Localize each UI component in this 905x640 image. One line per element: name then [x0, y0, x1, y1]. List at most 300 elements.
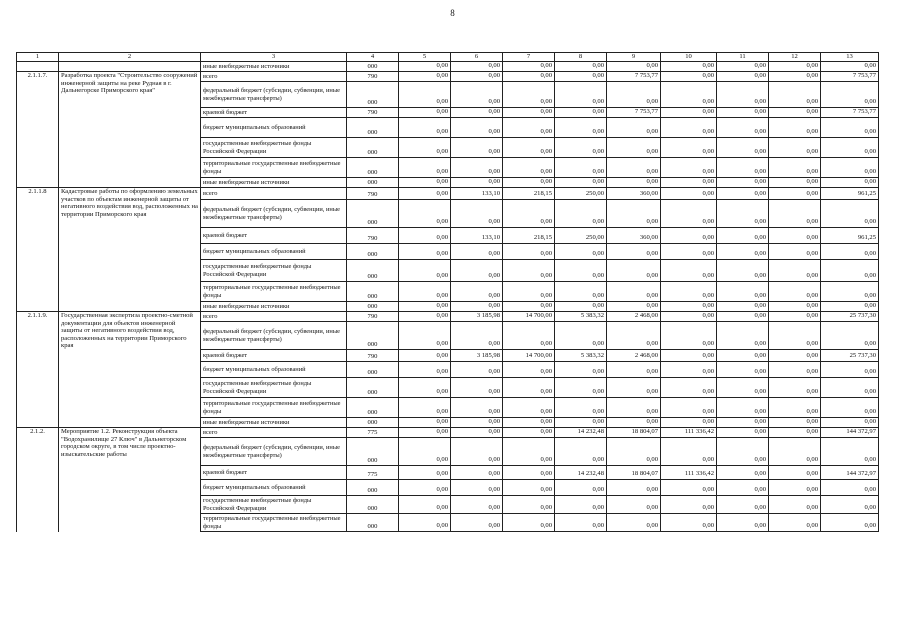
amount-cell: 0,00 [451, 138, 503, 158]
amount-cell: 0,00 [503, 378, 555, 398]
amount-cell: 3 185,98 [451, 312, 503, 322]
amount-cell: 14 232,48 [555, 466, 607, 480]
funding-source: федеральный бюджет (субсидии, субвенции, иные межбюджетные трансферты) [201, 322, 347, 350]
funding-source: государственные внебюджетные фонды Российской Федерации [201, 378, 347, 398]
funding-source: бюджет муниципальных образований [201, 118, 347, 138]
column-header: 6 [451, 53, 503, 62]
amount-cell: 0,00 [769, 398, 821, 418]
amount-cell: 0,00 [717, 350, 769, 362]
amount-cell: 0,00 [451, 118, 503, 138]
amount-cell: 0,00 [607, 244, 661, 260]
budget-code: 000 [347, 514, 399, 532]
funding-source: государственные внебюджетные фонды Российской Федерации [201, 260, 347, 282]
item-name: Разработка проекта "Строительство сооружений инженерной защиты на реке Рудная в г. Дальнегорске Приморского края" [59, 72, 201, 188]
amount-cell: 0,00 [717, 260, 769, 282]
amount-cell: 0,00 [451, 480, 503, 496]
amount-cell: 25 737,30 [821, 350, 879, 362]
funding-source: всего [201, 72, 347, 82]
amount-cell: 0,00 [769, 438, 821, 466]
amount-cell: 0,00 [661, 108, 717, 118]
amount-cell: 0,00 [451, 378, 503, 398]
amount-cell: 0,00 [503, 418, 555, 428]
amount-cell: 0,00 [503, 244, 555, 260]
column-header: 3 [201, 53, 347, 62]
amount-cell: 0,00 [769, 244, 821, 260]
amount-cell: 0,00 [555, 178, 607, 188]
amount-cell: 0,00 [821, 362, 879, 378]
amount-cell: 0,00 [661, 138, 717, 158]
table-row [17, 312, 879, 322]
amount-cell: 0,00 [661, 158, 717, 178]
amount-cell: 0,00 [555, 282, 607, 302]
amount-cell: 0,00 [399, 260, 451, 282]
amount-cell: 0,00 [661, 480, 717, 496]
amount-cell: 0,00 [607, 438, 661, 466]
amount-cell: 0,00 [821, 514, 879, 532]
amount-cell: 2 468,00 [607, 312, 661, 322]
amount-cell: 0,00 [661, 312, 717, 322]
amount-cell: 0,00 [821, 62, 879, 72]
amount-cell: 0,00 [503, 466, 555, 480]
amount-cell: 0,00 [555, 322, 607, 350]
amount-cell: 0,00 [555, 62, 607, 72]
amount-cell: 133,10 [451, 228, 503, 244]
budget-code: 000 [347, 322, 399, 350]
budget-code: 790 [347, 228, 399, 244]
amount-cell: 0,00 [769, 200, 821, 228]
amount-cell: 0,00 [607, 260, 661, 282]
amount-cell: 0,00 [451, 514, 503, 532]
amount-cell: 0,00 [717, 138, 769, 158]
amount-cell: 0,00 [399, 82, 451, 108]
amount-cell: 0,00 [555, 200, 607, 228]
amount-cell: 0,00 [717, 312, 769, 322]
budget-code: 000 [347, 200, 399, 228]
amount-cell: 0,00 [769, 418, 821, 428]
amount-cell: 0,00 [769, 62, 821, 72]
amount-cell: 0,00 [717, 480, 769, 496]
amount-cell: 0,00 [399, 302, 451, 312]
amount-cell: 0,00 [451, 322, 503, 350]
amount-cell: 0,00 [399, 378, 451, 398]
amount-cell: 0,00 [821, 200, 879, 228]
amount-cell: 0,00 [399, 322, 451, 350]
amount-cell: 0,00 [821, 418, 879, 428]
amount-cell: 0,00 [821, 260, 879, 282]
funding-source: краевой бюджет [201, 350, 347, 362]
amount-cell: 5 383,32 [555, 312, 607, 322]
amount-cell: 0,00 [451, 108, 503, 118]
budget-code: 000 [347, 438, 399, 466]
amount-cell: 14 232,48 [555, 428, 607, 438]
column-header: 4 [347, 53, 399, 62]
amount-cell: 0,00 [607, 178, 661, 188]
amount-cell: 0,00 [717, 398, 769, 418]
amount-cell: 0,00 [503, 362, 555, 378]
amount-cell: 0,00 [451, 362, 503, 378]
amount-cell: 0,00 [607, 362, 661, 378]
amount-cell: 7 753,77 [607, 108, 661, 118]
amount-cell: 0,00 [451, 418, 503, 428]
funding-source: территориальные государственные внебюджетные фонды [201, 158, 347, 178]
amount-cell: 0,00 [717, 496, 769, 514]
amount-cell: 0,00 [821, 302, 879, 312]
amount-cell: 0,00 [661, 418, 717, 428]
amount-cell: 0,00 [399, 398, 451, 418]
item-name: Кадастровые работы по оформлению земельных участков по объектам инженерной защиты от негативного воздействия вод, расположенных на территории Приморского края [59, 188, 201, 312]
funding-source: федеральный бюджет (субсидии, субвенции, иные межбюджетные трансферты) [201, 438, 347, 466]
amount-cell: 0,00 [503, 514, 555, 532]
amount-cell: 0,00 [607, 62, 661, 72]
amount-cell: 0,00 [607, 322, 661, 350]
amount-cell: 0,00 [661, 118, 717, 138]
page-number: 8 [450, 8, 455, 18]
amount-cell: 0,00 [503, 200, 555, 228]
amount-cell: 0,00 [399, 514, 451, 532]
table-row [17, 188, 879, 200]
funding-source: территориальные государственные внебюджетные фонды [201, 282, 347, 302]
amount-cell: 0,00 [555, 302, 607, 312]
amount-cell: 0,00 [821, 322, 879, 350]
amount-cell: 0,00 [661, 244, 717, 260]
amount-cell: 0,00 [821, 178, 879, 188]
amount-cell: 0,00 [769, 72, 821, 82]
amount-cell: 0,00 [607, 118, 661, 138]
funding-source: краевой бюджет [201, 466, 347, 480]
amount-cell: 0,00 [399, 312, 451, 322]
amount-cell: 0,00 [717, 514, 769, 532]
amount-cell: 0,00 [769, 428, 821, 438]
amount-cell: 0,00 [717, 244, 769, 260]
budget-code: 000 [347, 418, 399, 428]
amount-cell: 250,00 [555, 188, 607, 200]
amount-cell: 0,00 [717, 378, 769, 398]
column-header: 9 [607, 53, 661, 62]
amount-cell: 0,00 [821, 118, 879, 138]
amount-cell: 0,00 [399, 480, 451, 496]
amount-cell: 0,00 [451, 178, 503, 188]
amount-cell: 0,00 [661, 82, 717, 108]
budget-code: 000 [347, 282, 399, 302]
amount-cell: 0,00 [607, 158, 661, 178]
amount-cell: 360,00 [607, 188, 661, 200]
amount-cell: 0,00 [821, 138, 879, 158]
amount-cell: 3 185,98 [451, 350, 503, 362]
amount-cell: 0,00 [821, 158, 879, 178]
column-header: 5 [399, 53, 451, 62]
budget-code: 000 [347, 362, 399, 378]
amount-cell: 0,00 [399, 466, 451, 480]
amount-cell: 0,00 [451, 428, 503, 438]
item-number: 2.1.1.7. [17, 72, 59, 188]
amount-cell: 0,00 [555, 398, 607, 418]
amount-cell: 0,00 [769, 312, 821, 322]
amount-cell: 7 753,77 [821, 72, 879, 82]
amount-cell: 111 336,42 [661, 428, 717, 438]
table-row [17, 62, 879, 72]
amount-cell: 360,00 [607, 228, 661, 244]
budget-code: 000 [347, 260, 399, 282]
column-header: 8 [555, 53, 607, 62]
amount-cell: 0,00 [451, 72, 503, 82]
budget-code: 000 [347, 62, 399, 72]
amount-cell: 0,00 [399, 244, 451, 260]
amount-cell: 0,00 [717, 108, 769, 118]
amount-cell: 0,00 [503, 178, 555, 188]
amount-cell: 0,00 [503, 322, 555, 350]
amount-cell: 0,00 [821, 480, 879, 496]
amount-cell: 0,00 [451, 158, 503, 178]
amount-cell: 0,00 [717, 418, 769, 428]
item-name: Мероприятие 1.2. Реконструкция объекта "Водохранилище 27 Ключ" в Дальнегорском городском округе, в том числе проектно-изыскательские работы [59, 428, 201, 532]
amount-cell: 0,00 [607, 138, 661, 158]
amount-cell: 0,00 [661, 438, 717, 466]
amount-cell: 0,00 [717, 72, 769, 82]
amount-cell: 0,00 [399, 362, 451, 378]
amount-cell: 0,00 [717, 178, 769, 188]
amount-cell: 0,00 [503, 108, 555, 118]
amount-cell: 0,00 [661, 200, 717, 228]
amount-cell: 0,00 [607, 480, 661, 496]
amount-cell: 0,00 [717, 322, 769, 350]
amount-cell: 0,00 [821, 496, 879, 514]
amount-cell: 250,00 [555, 228, 607, 244]
budget-code: 000 [347, 82, 399, 108]
amount-cell: 0,00 [717, 466, 769, 480]
amount-cell: 0,00 [769, 466, 821, 480]
amount-cell: 0,00 [607, 282, 661, 302]
amount-cell: 18 804,07 [607, 428, 661, 438]
amount-cell: 144 372,97 [821, 466, 879, 480]
amount-cell: 0,00 [555, 514, 607, 532]
amount-cell: 0,00 [399, 438, 451, 466]
funding-source: иные внебюджетные источники [201, 302, 347, 312]
amount-cell: 0,00 [661, 350, 717, 362]
amount-cell: 0,00 [821, 282, 879, 302]
amount-cell: 0,00 [769, 514, 821, 532]
budget-code: 775 [347, 466, 399, 480]
amount-cell: 18 804,07 [607, 466, 661, 480]
item-number: 2.1.2. [17, 428, 59, 532]
funding-source: иные внебюджетные источники [201, 62, 347, 72]
amount-cell: 0,00 [399, 138, 451, 158]
amount-cell: 0,00 [769, 362, 821, 378]
funding-source: федеральный бюджет (субсидии, субвенции, иные межбюджетные трансферты) [201, 200, 347, 228]
amount-cell: 0,00 [717, 188, 769, 200]
funding-source: территориальные государственные внебюджетные фонды [201, 514, 347, 532]
amount-cell: 0,00 [399, 350, 451, 362]
budget-code: 000 [347, 378, 399, 398]
amount-cell: 0,00 [769, 178, 821, 188]
funding-source: иные внебюджетные источники [201, 178, 347, 188]
amount-cell: 0,00 [451, 466, 503, 480]
amount-cell: 0,00 [661, 282, 717, 302]
funding-source: бюджет муниципальных образований [201, 362, 347, 378]
table-row [17, 72, 879, 82]
budget-code: 000 [347, 480, 399, 496]
amount-cell: 0,00 [769, 108, 821, 118]
amount-cell: 0,00 [503, 158, 555, 178]
funding-source: государственные внебюджетные фонды Российской Федерации [201, 496, 347, 514]
amount-cell: 7 753,77 [821, 108, 879, 118]
amount-cell: 0,00 [769, 138, 821, 158]
amount-cell: 0,00 [769, 480, 821, 496]
item-number: 2.1.1.8 [17, 188, 59, 312]
amount-cell: 0,00 [503, 438, 555, 466]
amount-cell: 0,00 [717, 118, 769, 138]
budget-table [16, 52, 879, 532]
amount-cell: 0,00 [503, 118, 555, 138]
funding-source: бюджет муниципальных образований [201, 480, 347, 496]
amount-cell: 0,00 [769, 188, 821, 200]
amount-cell: 0,00 [399, 418, 451, 428]
funding-source: бюджет муниципальных образований [201, 244, 347, 260]
budget-code: 790 [347, 188, 399, 200]
amount-cell: 0,00 [399, 496, 451, 514]
amount-cell: 0,00 [399, 72, 451, 82]
column-header: 1 [17, 53, 59, 62]
budget-code: 790 [347, 72, 399, 82]
amount-cell: 0,00 [821, 244, 879, 260]
amount-cell: 111 336,42 [661, 466, 717, 480]
amount-cell: 0,00 [769, 260, 821, 282]
amount-cell: 0,00 [821, 378, 879, 398]
amount-cell: 0,00 [399, 282, 451, 302]
funding-source: территориальные государственные внебюджетные фонды [201, 398, 347, 418]
amount-cell: 7 753,77 [607, 72, 661, 82]
amount-cell: 0,00 [399, 200, 451, 228]
amount-cell: 0,00 [451, 302, 503, 312]
amount-cell: 0,00 [769, 350, 821, 362]
amount-cell: 0,00 [661, 398, 717, 418]
funding-source: всего [201, 188, 347, 200]
funding-source: федеральный бюджет (субсидии, субвенции, иные межбюджетные трансферты) [201, 82, 347, 108]
amount-cell: 0,00 [555, 244, 607, 260]
amount-cell: 0,00 [717, 82, 769, 108]
amount-cell: 0,00 [661, 362, 717, 378]
amount-cell: 0,00 [661, 378, 717, 398]
amount-cell: 0,00 [769, 302, 821, 312]
amount-cell: 0,00 [503, 282, 555, 302]
amount-cell: 0,00 [717, 282, 769, 302]
amount-cell: 0,00 [555, 418, 607, 428]
amount-cell: 0,00 [717, 158, 769, 178]
column-header: 10 [661, 53, 717, 62]
amount-cell: 0,00 [607, 496, 661, 514]
amount-cell: 0,00 [555, 378, 607, 398]
amount-cell: 0,00 [717, 428, 769, 438]
amount-cell: 0,00 [661, 72, 717, 82]
column-header: 11 [717, 53, 769, 62]
amount-cell: 0,00 [503, 62, 555, 72]
amount-cell: 0,00 [399, 118, 451, 138]
amount-cell: 0,00 [661, 178, 717, 188]
amount-cell: 0,00 [555, 138, 607, 158]
funding-source: краевой бюджет [201, 228, 347, 244]
amount-cell: 0,00 [451, 200, 503, 228]
budget-code: 790 [347, 108, 399, 118]
amount-cell: 0,00 [503, 428, 555, 438]
amount-cell: 0,00 [555, 82, 607, 108]
amount-cell: 0,00 [399, 228, 451, 244]
item-number: 2.1.1.9. [17, 312, 59, 428]
amount-cell: 0,00 [503, 480, 555, 496]
amount-cell: 14 700,00 [503, 350, 555, 362]
amount-cell: 5 383,32 [555, 350, 607, 362]
budget-code: 000 [347, 302, 399, 312]
amount-cell: 0,00 [717, 438, 769, 466]
budget-code: 775 [347, 428, 399, 438]
amount-cell: 0,00 [555, 438, 607, 466]
amount-cell: 0,00 [769, 158, 821, 178]
amount-cell: 0,00 [717, 362, 769, 378]
amount-cell: 961,25 [821, 228, 879, 244]
amount-cell: 14 700,00 [503, 312, 555, 322]
amount-cell: 0,00 [451, 260, 503, 282]
amount-cell: 0,00 [769, 82, 821, 108]
amount-cell: 0,00 [607, 200, 661, 228]
amount-cell: 0,00 [555, 496, 607, 514]
amount-cell: 0,00 [769, 228, 821, 244]
amount-cell: 0,00 [769, 378, 821, 398]
amount-cell: 0,00 [399, 178, 451, 188]
budget-code: 000 [347, 138, 399, 158]
column-header: 12 [769, 53, 821, 62]
amount-cell: 0,00 [399, 108, 451, 118]
amount-cell: 0,00 [717, 62, 769, 72]
amount-cell: 0,00 [717, 228, 769, 244]
amount-cell: 0,00 [555, 260, 607, 282]
amount-cell: 0,00 [555, 108, 607, 118]
amount-cell: 0,00 [607, 418, 661, 428]
column-header: 13 [821, 53, 879, 62]
column-header: 7 [503, 53, 555, 62]
amount-cell: 133,10 [451, 188, 503, 200]
budget-code: 790 [347, 312, 399, 322]
amount-cell: 0,00 [451, 62, 503, 72]
budget-code: 000 [347, 496, 399, 514]
amount-cell: 0,00 [821, 438, 879, 466]
amount-cell: 0,00 [821, 82, 879, 108]
item-name: Государственная экспертиза проектно-сметной документации для объектов инженерной защиты от негативного воздействия вод, расположенных на территории Приморского края [59, 312, 201, 428]
amount-cell: 0,00 [661, 228, 717, 244]
amount-cell: 0,00 [451, 398, 503, 418]
amount-cell: 0,00 [555, 480, 607, 496]
amount-cell: 0,00 [503, 260, 555, 282]
header-row [17, 53, 879, 62]
budget-code: 000 [347, 398, 399, 418]
amount-cell: 0,00 [503, 82, 555, 108]
funding-source: всего [201, 428, 347, 438]
budget-code: 000 [347, 244, 399, 260]
amount-cell: 0,00 [769, 496, 821, 514]
item-number [17, 62, 59, 72]
amount-cell: 0,00 [399, 62, 451, 72]
amount-cell: 218,15 [503, 188, 555, 200]
amount-cell: 0,00 [451, 496, 503, 514]
amount-cell: 0,00 [451, 438, 503, 466]
budget-code: 000 [347, 178, 399, 188]
amount-cell: 0,00 [661, 496, 717, 514]
amount-cell: 0,00 [607, 398, 661, 418]
amount-cell: 0,00 [717, 302, 769, 312]
amount-cell: 0,00 [451, 82, 503, 108]
budget-code: 000 [347, 158, 399, 178]
amount-cell: 0,00 [399, 158, 451, 178]
column-header: 2 [59, 53, 201, 62]
amount-cell: 0,00 [503, 138, 555, 158]
amount-cell: 0,00 [661, 188, 717, 200]
